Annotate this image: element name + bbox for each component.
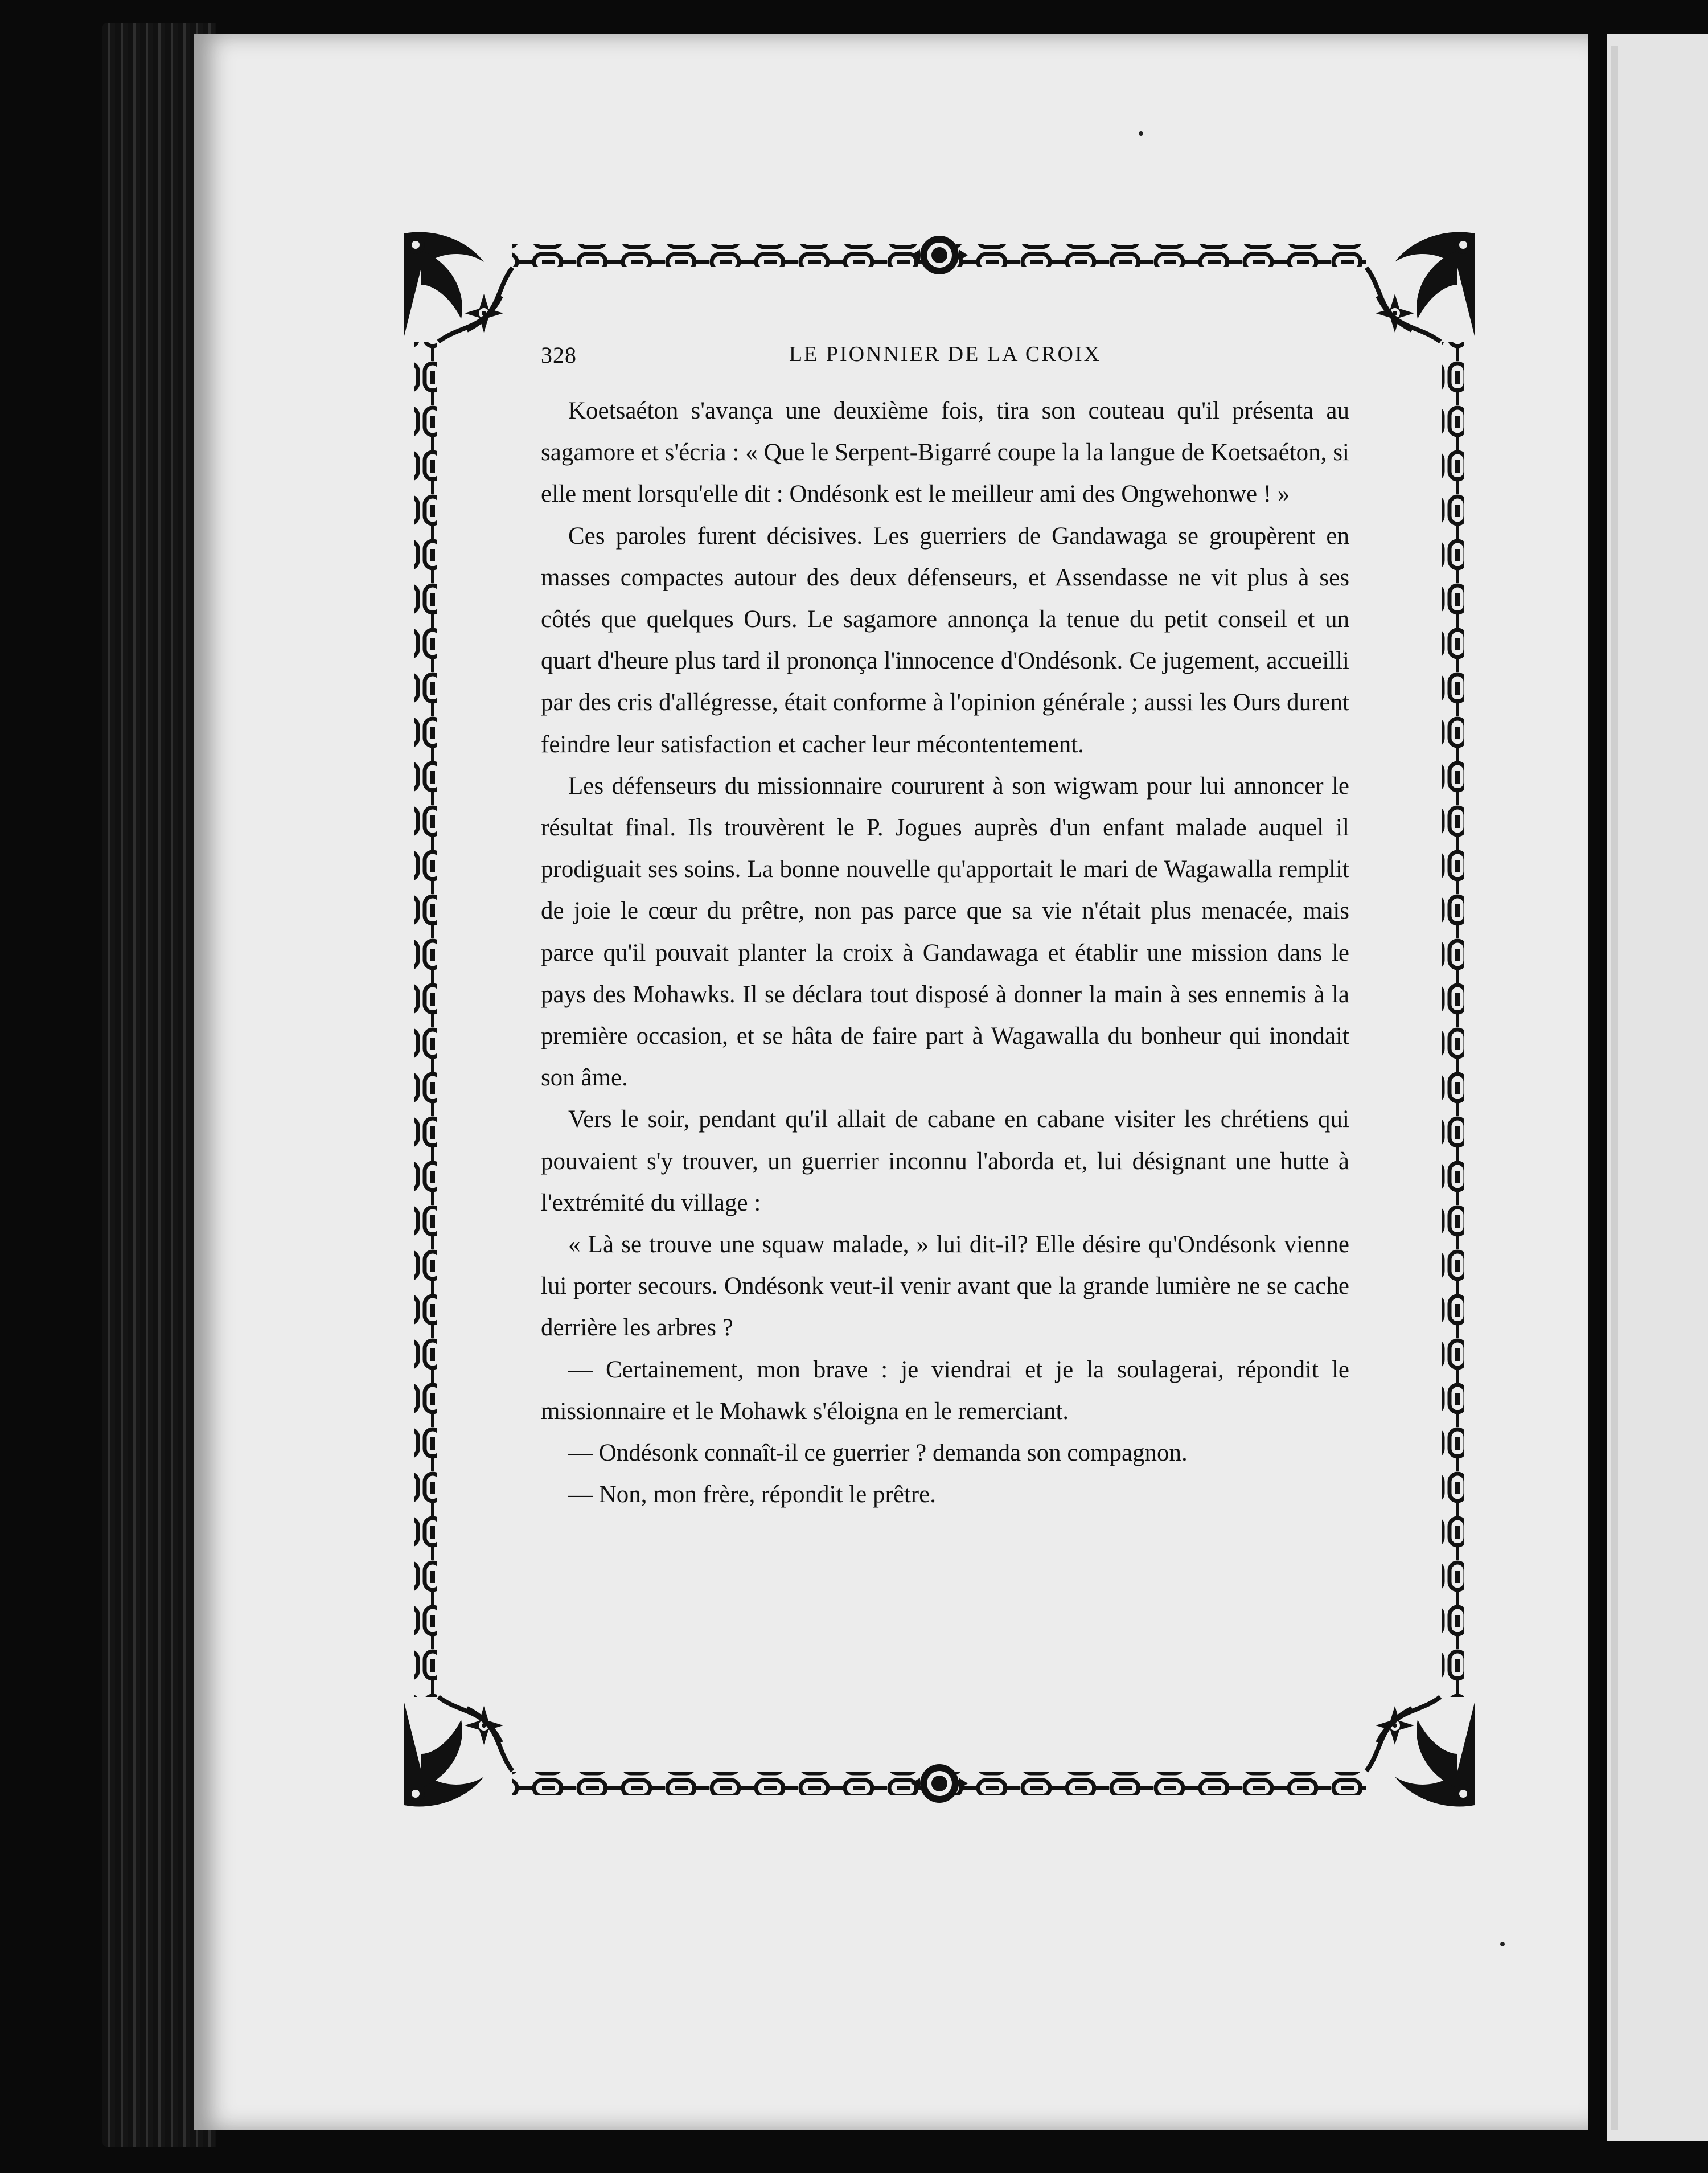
paragraph: — Ondésonk connaît-il ce guerrier ? demanda son compagnon. bbox=[568, 1440, 1188, 1467]
paragraph: Koetsaéton s'avança une deuxième fois, tira son couteau qu'il présenta au sagamore et s'écria : « Que le Serpent-Bigarré coupe la la langue de Koetsaéton, si elle ment lorsqu'elle dit : Ondésonk est le meilleur ami des Ongwehonwe ! » bbox=[541, 397, 1349, 508]
paragraph: — Certainement, mon brave : je viendrai et je la soulagerai, répondit le missionnaire et le Mohawk s'éloigna en le remerciant. bbox=[541, 1356, 1349, 1425]
print-speck bbox=[1500, 1942, 1505, 1946]
paragraph: Vers le soir, pendant qu'il allait de cabane en cabane visiter les chrétiens qui pouvaient s'y trouver, un guerrier inconnu l'aborda et, lui désignant une hutte à l'extrémité du village : bbox=[541, 1106, 1349, 1216]
facing-page-strip bbox=[1611, 46, 1618, 2130]
paragraph: — Non, mon frère, répondit le prêtre. bbox=[568, 1481, 936, 1508]
paragraph: « Là se trouve une squaw malade, » lui dit-il? Elle désire qu'Ondésonk vienne lui porter secours. Ondésonk veut-il venir avant que la grande lumière ne se cache derrière les arbres ? bbox=[541, 1231, 1349, 1342]
paragraph: Les défenseurs du missionnaire coururent à son wigwam pour lui annoncer le résultat final. Ils trouvèrent le P. Jogues auprès d'un enfant malade auquel il prodiguait ses soins. La bonne nouvelle qu'apportait le mari de Wagawalla remplit de joie le cœur du prêtre, non pas parce que sa vie n'était plus menacée, mais parce qu'il pouvait planter la croix à Gandawaga et établir une mission dans le pays des Mohawks. Il se déclara tout disposé à donner la main à ses ennemis à la première occasion, et se hâta de faire part à Wagawalla du bonheur qui inondait son âme. bbox=[541, 772, 1349, 1092]
body-text bbox=[541, 390, 1349, 1515]
page-number: 328 bbox=[541, 342, 577, 368]
running-header bbox=[541, 342, 1349, 376]
running-title: LE PIONNIER DE LA CROIX bbox=[789, 342, 1102, 366]
facing-page-edge bbox=[1607, 34, 1708, 2141]
print-speck bbox=[1139, 131, 1143, 136]
paragraph: Ces paroles furent décisives. Les guerriers de Gandawaga se groupèrent en masses compactes autour des deux défenseurs, et Assendasse ne vit plus à ses côtés que quelques Ours. Le sagamore annonça la tenue du petit conseil et un quart d'heure plus tard il prononça l'innocence d'Ondésonk. Ce jugement, accueilli par des cris d'allégresse, était conforme à l'opinion générale ; aussi les Ours durent feindre leur satisfaction et cacher leur mécontentement. bbox=[541, 522, 1349, 758]
book-gutter bbox=[1588, 34, 1607, 2141]
